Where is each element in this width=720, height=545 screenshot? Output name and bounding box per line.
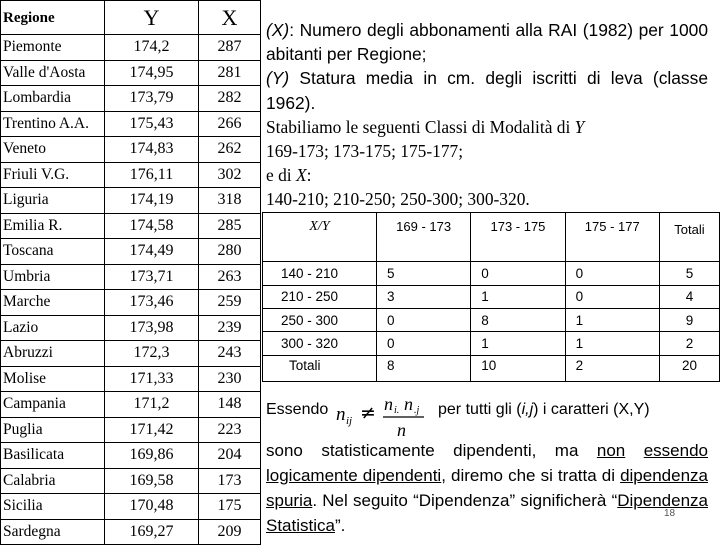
header-x: X bbox=[199, 1, 261, 35]
non-underlined: non bbox=[596, 441, 626, 460]
contingency-row-label: 210 - 250 bbox=[263, 286, 376, 308]
region-row bbox=[1, 162, 261, 188]
contingency-cell: 10 bbox=[471, 356, 564, 381]
contingency-cell: 2 bbox=[566, 356, 659, 381]
contingency-cell: 1 bbox=[566, 309, 659, 331]
regions-table-body bbox=[1, 35, 261, 545]
essendo-line bbox=[266, 390, 716, 440]
region-row bbox=[1, 468, 261, 494]
region-row bbox=[1, 60, 261, 86]
contingency-header-row bbox=[263, 213, 719, 261]
contingency-cell: 1 bbox=[471, 332, 564, 354]
region-name: Toscana bbox=[1, 239, 105, 265]
region-y-value: 171,2 bbox=[105, 392, 199, 418]
contingency-cell: 3 bbox=[377, 286, 470, 308]
region-y-value: 170,48 bbox=[105, 494, 199, 520]
region-row bbox=[1, 111, 261, 137]
contingency-table-container bbox=[262, 212, 720, 382]
region-y-value: 169,86 bbox=[105, 443, 199, 469]
region-row bbox=[1, 341, 261, 367]
region-y-value: 169,58 bbox=[105, 468, 199, 494]
region-name: Lazio bbox=[1, 315, 105, 341]
contingency-cell: 0 bbox=[377, 309, 470, 331]
region-name: Marche bbox=[1, 290, 105, 316]
contingency-cell: 0 bbox=[566, 262, 659, 284]
contingency-row bbox=[263, 309, 719, 331]
region-name: Molise bbox=[1, 366, 105, 392]
region-row bbox=[1, 443, 261, 469]
region-y-value: 174,19 bbox=[105, 188, 199, 214]
region-y-value: 174,95 bbox=[105, 60, 199, 86]
region-row bbox=[1, 213, 261, 239]
y-def-var: (Y) bbox=[266, 68, 290, 89]
y-def-text: Statura media in cm. degli iscritti di leva (classe 1962). bbox=[266, 68, 708, 113]
col-header: 169 - 173 bbox=[377, 213, 470, 261]
region-x-value: 282 bbox=[199, 86, 261, 112]
region-name: Emilia R. bbox=[1, 213, 105, 239]
region-row bbox=[1, 137, 261, 163]
region-row bbox=[1, 86, 261, 112]
contingency-row bbox=[263, 262, 719, 284]
col-header: 175 - 177 bbox=[566, 213, 659, 261]
col-header-totali: Totali bbox=[660, 213, 719, 261]
contingency-row bbox=[263, 356, 719, 381]
region-y-value: 171,33 bbox=[105, 366, 199, 392]
region-x-value: 175 bbox=[199, 494, 261, 520]
region-name: Campania bbox=[1, 392, 105, 418]
region-row bbox=[1, 264, 261, 290]
region-name: Puglia bbox=[1, 417, 105, 443]
region-row bbox=[1, 417, 261, 443]
region-x-value: 148 bbox=[199, 392, 261, 418]
region-y-value: 173,79 bbox=[105, 86, 199, 112]
regions-table bbox=[0, 0, 261, 545]
contingency-cell: 0 bbox=[566, 286, 659, 308]
x-definition bbox=[266, 18, 708, 66]
region-x-value: 281 bbox=[199, 60, 261, 86]
region-row bbox=[1, 188, 261, 214]
region-x-value: 287 bbox=[199, 35, 261, 61]
region-x-value: 259 bbox=[199, 290, 261, 316]
x-def-text: : Numero degli abbonamenti alla RAI (1982) per 1000 abitanti per Regione; bbox=[266, 20, 708, 65]
region-row bbox=[1, 494, 261, 520]
region-y-value: 174,49 bbox=[105, 239, 199, 265]
region-name: Trentino A.A. bbox=[1, 111, 105, 137]
contingency-body bbox=[263, 262, 719, 381]
formula-num-b: n bbox=[404, 394, 413, 414]
region-name: Umbria bbox=[1, 264, 105, 290]
region-x-value: 209 bbox=[199, 519, 261, 545]
y-definition bbox=[266, 66, 708, 114]
region-x-value: 230 bbox=[199, 366, 261, 392]
region-name: Calabria bbox=[1, 468, 105, 494]
regions-table-header bbox=[1, 1, 261, 35]
region-y-value: 172,3 bbox=[105, 341, 199, 367]
contingency-cell: 4 bbox=[660, 286, 719, 308]
region-row bbox=[1, 290, 261, 316]
header-y: Y bbox=[105, 1, 199, 35]
region-y-value: 173,46 bbox=[105, 290, 199, 316]
region-y-value: 174,58 bbox=[105, 213, 199, 239]
contingency-row-label: 140 - 210 bbox=[263, 262, 376, 284]
region-name: Sardegna bbox=[1, 519, 105, 545]
region-y-value: 171,42 bbox=[105, 417, 199, 443]
region-row bbox=[1, 239, 261, 265]
region-x-value: 285 bbox=[199, 213, 261, 239]
contingency-cell: 5 bbox=[377, 262, 470, 284]
regions-table-container bbox=[0, 0, 260, 540]
conclusion-paragraph: sono statisticamente dipendenti, ma non essendo logicamente dipendenti, diremo che si tratta di dipendenza spuria. Nel seguito “Dipendenza” significherà “Dipendenza Statistica”. bbox=[266, 441, 708, 535]
formula-den: n bbox=[397, 420, 406, 440]
dipendenza-statistica-underlined: Dipendenza Statistica bbox=[266, 491, 708, 535]
contingency-row-label: 250 - 300 bbox=[263, 309, 376, 331]
description bbox=[266, 18, 708, 212]
formula-lhs-sub: ij bbox=[346, 415, 353, 427]
region-name: Abruzzi bbox=[1, 341, 105, 367]
region-row bbox=[1, 366, 261, 392]
contingency-cell: 8 bbox=[377, 356, 470, 381]
region-x-value: 302 bbox=[199, 162, 261, 188]
contingency-cell: 0 bbox=[471, 262, 564, 284]
contingency-table bbox=[262, 212, 720, 382]
contingency-cell: 1 bbox=[566, 332, 659, 354]
region-x-value: 280 bbox=[199, 239, 261, 265]
region-row bbox=[1, 519, 261, 545]
region-y-value: 176,11 bbox=[105, 162, 199, 188]
header-regione: Regione bbox=[1, 1, 105, 35]
region-row bbox=[1, 35, 261, 61]
col-header: 173 - 175 bbox=[471, 213, 564, 261]
formula-lhs: n bbox=[336, 404, 346, 425]
essendo-logicamente-underlined: essendo logicamente dipendenti bbox=[266, 441, 708, 485]
contingency-cell: 1 bbox=[471, 286, 564, 308]
classes-y-intro: Stabiliamo le seguenti Classi di Modalità di Y bbox=[266, 116, 585, 137]
classes-y-values: 169-173; 173-175; 175-177; bbox=[266, 141, 464, 162]
region-name: Piemonte bbox=[1, 35, 105, 61]
independence-formula bbox=[334, 390, 434, 440]
region-x-value: 204 bbox=[199, 443, 261, 469]
formula-num-b-sub: .j bbox=[414, 405, 420, 416]
classes-x-intro: e di X: bbox=[266, 165, 312, 186]
contingency-corner: X/Y bbox=[263, 213, 376, 261]
essendo-label: Essendo bbox=[266, 401, 329, 418]
region-x-value: 318 bbox=[199, 188, 261, 214]
region-x-value: 266 bbox=[199, 111, 261, 137]
contingency-cell: 5 bbox=[660, 262, 719, 284]
formula-neq: ≠ bbox=[360, 402, 376, 424]
contingency-cell: 20 bbox=[660, 356, 719, 381]
formula-num-a: n bbox=[384, 394, 393, 414]
region-name: Liguria bbox=[1, 188, 105, 214]
region-name: Friuli V.G. bbox=[1, 162, 105, 188]
region-name: Basilicata bbox=[1, 443, 105, 469]
region-name: Sicilia bbox=[1, 494, 105, 520]
region-y-value: 173,98 bbox=[105, 315, 199, 341]
x-def-var: (X) bbox=[266, 20, 290, 40]
region-y-value: 174,2 bbox=[105, 35, 199, 61]
region-row bbox=[1, 392, 261, 418]
contingency-row-label: 300 - 320 bbox=[263, 332, 376, 354]
region-x-value: 173 bbox=[199, 468, 261, 494]
region-x-value: 223 bbox=[199, 417, 261, 443]
region-y-value: 173,71 bbox=[105, 264, 199, 290]
essendo-tail: per tutti gli (i,j) i caratteri (X,Y) bbox=[438, 401, 650, 418]
region-y-value: 175,43 bbox=[105, 111, 199, 137]
contingency-row bbox=[263, 286, 719, 308]
region-x-value: 243 bbox=[199, 341, 261, 367]
region-x-value: 239 bbox=[199, 315, 261, 341]
contingency-row bbox=[263, 332, 719, 354]
page-number: 18 bbox=[664, 508, 676, 519]
dipendenza-spuria-underlined: dipendenza spuria bbox=[266, 466, 708, 510]
region-name: Veneto bbox=[1, 137, 105, 163]
region-x-value: 263 bbox=[199, 264, 261, 290]
classes-x-values: 140-210; 210-250; 250-300; 300-320. bbox=[266, 189, 530, 210]
formula-num-a-sub: i. bbox=[394, 405, 400, 416]
contingency-row-label: Totali bbox=[263, 356, 376, 381]
region-y-value: 174,83 bbox=[105, 137, 199, 163]
region-y-value: 169,27 bbox=[105, 519, 199, 545]
region-name: Lombardia bbox=[1, 86, 105, 112]
region-x-value: 262 bbox=[199, 137, 261, 163]
contingency-cell: 2 bbox=[660, 332, 719, 354]
contingency-cell: 8 bbox=[471, 309, 564, 331]
contingency-cell: 0 bbox=[377, 332, 470, 354]
contingency-cell: 9 bbox=[660, 309, 719, 331]
region-name: Valle d'Aosta bbox=[1, 60, 105, 86]
region-row bbox=[1, 315, 261, 341]
